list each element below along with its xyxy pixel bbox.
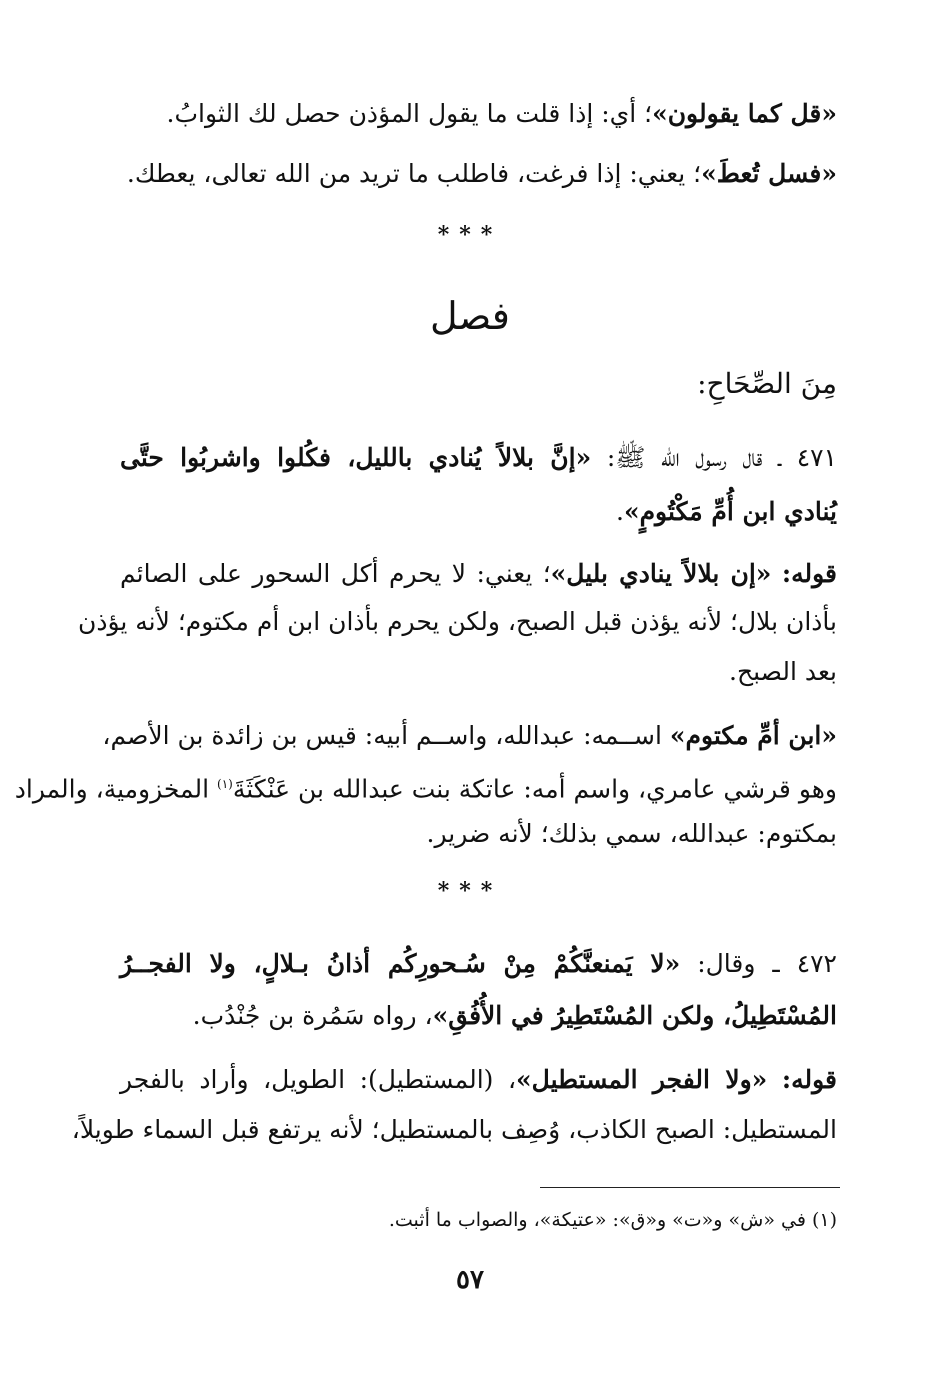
hadith-text: يُنادي ابن أُمِّ مَكْتُومٍ» xyxy=(623,497,837,526)
commentary-lead: قوله: xyxy=(781,1065,837,1094)
commentary-line: بمكتوم: عبدالله، سمي بذلك؛ لأنه ضرير. xyxy=(426,819,837,848)
quoted-phrase: «إن بلالاً ينادي بليل» xyxy=(550,559,772,588)
section-separator: *** xyxy=(437,222,503,248)
hadith-number: ٤٧٢ ـ وقال: xyxy=(697,949,837,978)
subheading: مِنَ الصِّحَاحِ: xyxy=(697,367,837,400)
commentary-line xyxy=(120,1062,837,1098)
footnote-divider xyxy=(540,1187,840,1188)
hadith-text: المُسْتَطِيلُ، ولكن المُسْتَطِيرُ في الأُفُقِ» xyxy=(432,1001,837,1030)
commentary-line xyxy=(14,766,837,807)
quoted-phrase: «فسل تُعطَ» xyxy=(701,159,837,188)
explanation-text: وهو قرشي عامري، واسم أمه: عاتكة بنت عبدالله بن عَنْكَثَةَ xyxy=(232,774,837,804)
hadith-471-line2 xyxy=(120,494,837,530)
commentary-line: بأذان بلال؛ لأنه يؤذن قبل الصبح، ولكن يحرم بأذان ابن أم مكتوم؛ لأنه يؤذن xyxy=(77,607,837,636)
hadith-text: «إنَّ بلالاً يُنادي بالليل، فكُلوا واشربُوا حتَّى xyxy=(120,443,592,472)
quoted-phrase: «ابن أمِّ مكتوم» xyxy=(669,721,837,750)
punctuation: . xyxy=(615,497,624,526)
section-separator: *** xyxy=(437,878,503,904)
hadith-472-line2 xyxy=(120,998,837,1034)
footnote-marker: (١) xyxy=(217,777,233,791)
hadith-471-line1 xyxy=(120,440,837,476)
commentary-line: المستطيل: الصبح الكاذب، وُصِف بالمستطيل؛ لأنه يرتفع قبل السماء طويلاً، xyxy=(71,1115,837,1144)
section-title: فصل xyxy=(430,294,510,338)
explanation-text: ؛ يعني: إذا فرغت، فاطلب ما تريد من الله تعالى، يعطك. xyxy=(126,159,702,188)
hadith-472-line1 xyxy=(120,946,837,982)
explanation-text: المخزومية، والمراد xyxy=(14,774,210,804)
commentary-line: بعد الصبح. xyxy=(729,657,837,686)
quoted-phrase: «ولا الفجر المستطيل» xyxy=(516,1065,768,1094)
explanation-text: ، (المستطيل): الطويل، وأراد بالفجر xyxy=(120,1065,517,1094)
footnote: (١) في «ش» و«ت» و«ق»: «عتيكة»، والصواب ما أثبت. xyxy=(388,1209,837,1231)
attribution-text: ، رواه سَمُرة بن جُنْدُب. xyxy=(192,1001,433,1030)
hadith-text: «لا يَمنعنَّكُمْ مِنْ سُـحورِكُم أذانُ بـلالٍ، ولا الفجــرُ xyxy=(120,949,681,978)
hadith-number: ٤٧١ ـ قال رسول الله ﷺ: xyxy=(606,443,837,472)
commentary-line xyxy=(120,556,837,592)
quoted-phrase: «قل كما يقولون» xyxy=(652,99,837,128)
text-line xyxy=(120,156,837,192)
commentary-line xyxy=(102,718,837,754)
commentary-lead: قوله: xyxy=(781,559,837,588)
explanation-text: ؛ أي: إذا قلت ما يقول المؤذن حصل لك الثوابُ. xyxy=(166,99,653,128)
page-number: ٥٧ xyxy=(456,1265,484,1295)
explanation-text: ؛ يعني: لا يحرم أكل السحور على الصائم xyxy=(120,559,551,588)
text-line xyxy=(120,96,837,132)
explanation-text: اســمه: عبدالله، واســم أبيه: قيس بن زائدة بن الأصم، xyxy=(102,721,662,750)
